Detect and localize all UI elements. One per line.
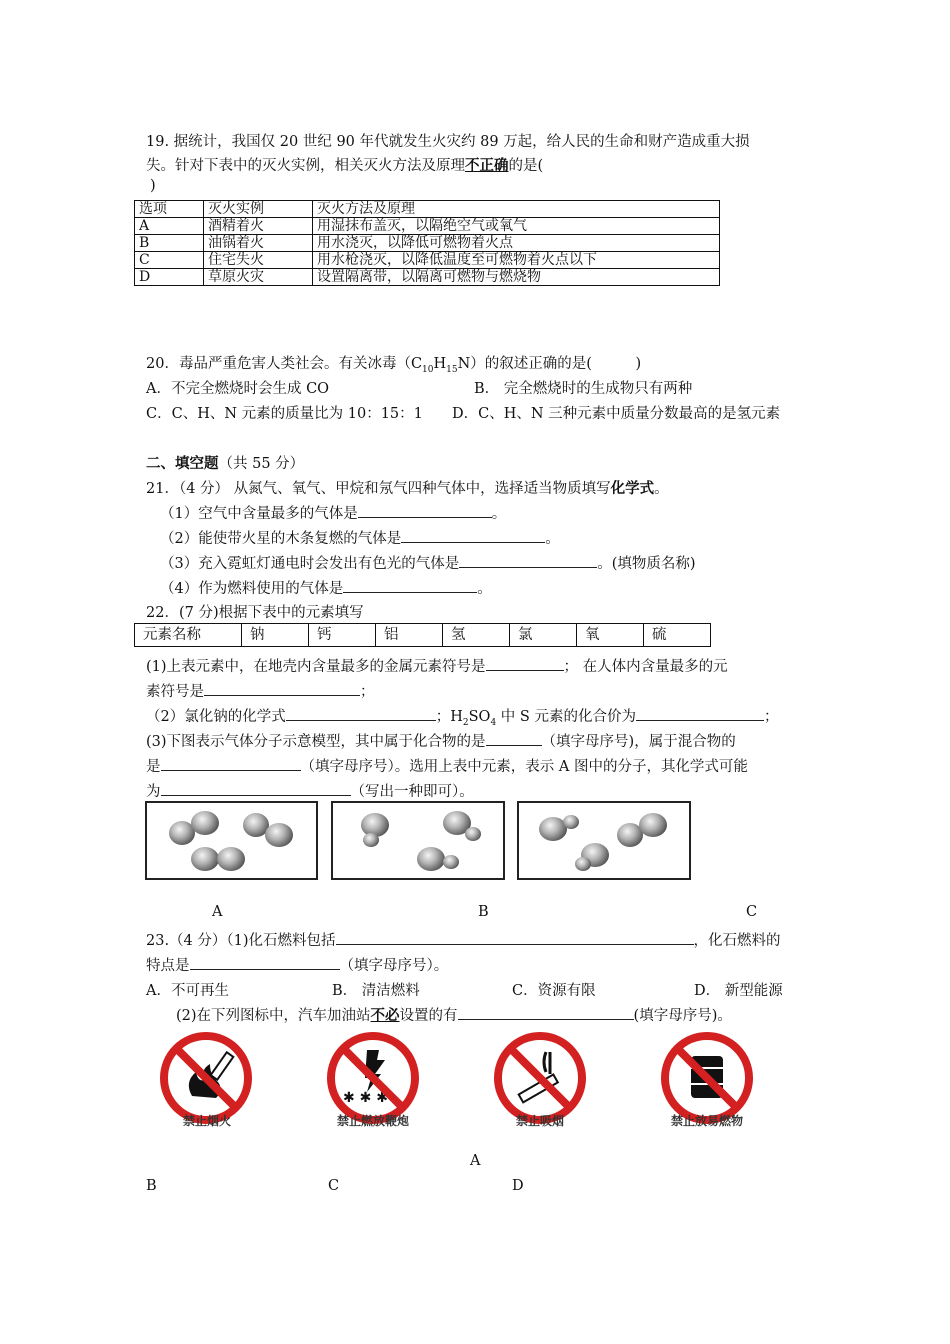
q21-item-text: （2）能使带火星的木条复燃的气体是 [160,531,402,547]
q23-option-a: A．不可再生 [146,983,229,999]
table-cell: A [135,218,204,235]
q23-option-b: B． 清洁燃料 [332,983,420,999]
answer-blank[interactable] [458,1005,634,1020]
q22-text: 为 [146,784,161,800]
atom [363,833,379,847]
atom [191,811,219,835]
q20-stem-post: N）的叙述正确的是( ) [457,356,642,372]
table-cell: 住宅失火 [204,252,313,269]
table-row [135,269,720,286]
table-cell: 氧 [577,624,644,647]
atom [217,847,245,871]
q22-subscript: 2 [462,717,469,728]
answer-blank[interactable] [636,706,764,721]
table-row [135,624,711,647]
table-header: 选项 [135,201,204,218]
q23-option-d: D． 新型能源 [694,983,783,999]
sign-letter-c: C [328,1178,340,1194]
q22-part2 [146,705,778,728]
q23-text: （填字母序号）。 [339,958,449,974]
answer-blank[interactable] [161,781,351,796]
q22-part3-cont2 [146,780,474,801]
q23-part1 [146,929,781,950]
q22-text: （2）氯化钠的化学式 [146,709,286,725]
q21-item-end: 。(填物质名称) [597,556,696,572]
q22-text: SO [468,709,491,725]
sign-letter-d: D [512,1178,524,1194]
q22-subscript: 4 [490,717,497,728]
q20-option-c: C．C、H、N 元素的质量比为 10：15：1 [146,406,423,422]
section-heading [146,452,304,473]
q19-line3: ) [150,178,156,194]
table-cell: C [135,252,204,269]
svg-text:✱ ✱ ✱: ✱ ✱ ✱ [343,1090,388,1106]
q22-text: ； [763,709,779,725]
q23-text: 设置的有 [399,1008,458,1024]
atom [575,857,591,871]
sign-letter-b: B [146,1178,157,1194]
q23-text: 23.（4 分）（1)化石燃料包括 [146,933,336,949]
fire-table [134,200,720,286]
q22-text: （填字母序号）。选用上表中元素，表示 A 图中的分子，其化学式可能 [300,759,748,775]
q21-item [160,527,560,548]
table-cell: 设置隔离带，以隔离可燃物与燃烧物 [313,269,720,286]
table-cell: 硫 [644,624,711,647]
q21-item-end: 。 [545,531,560,547]
q21-item [160,577,492,598]
q20-stem-h: H [433,356,447,372]
sign-letter-a: A [470,1153,481,1169]
table-cell: B [135,235,204,252]
q23-text: (2)在下列图标中，汽车加油站 [176,1008,371,1024]
atom [443,855,459,869]
q19-line2 [146,154,543,175]
q20-stem [146,352,641,375]
table-cell: 用湿抹布盖灭，以隔绝空气或氧气 [313,218,720,235]
answer-blank[interactable] [190,955,340,970]
q20-subscript: 15 [446,364,458,375]
sign-label: 禁止放易燃物 [670,1114,743,1128]
q23-option-c: C．资源有限 [512,983,596,999]
q23-part1-cont [146,954,448,975]
table-cell: D [135,269,204,286]
answer-blank[interactable] [286,706,436,721]
table-row [135,218,720,235]
atom [465,827,481,841]
q23-text: 特点是 [146,958,190,974]
table-cell: 油锅着火 [204,235,313,252]
table-header: 灭火方法及原理 [313,201,720,218]
q20-option-b: B． 完全燃烧时的生成物只有两种 [474,381,693,397]
table-header-row [135,201,720,218]
q22-text: 是 [146,759,161,775]
q22-stem: 22．(7 分)根据下表中的元素填写 [146,605,364,621]
model-label-c: C [746,904,758,920]
q21-item-text: （4）作为燃料使用的气体是 [160,581,344,597]
q23-part2 [176,1004,732,1025]
table-cell: 用水枪浇灭，以降低温度至可燃物着火点以下 [313,252,720,269]
q22-text: （写出一种即可）。 [350,784,474,800]
q19-line2-post: 的是( [508,158,544,174]
atom [265,823,293,847]
q20-subscript: 10 [422,364,434,375]
q22-text: （填字母序号)，属于混合物的 [541,734,736,750]
atom [563,815,579,829]
model-label-a: A [212,904,223,920]
table-cell: 氢 [443,624,510,647]
q19-line1: 19. 据统计，我国仅 20 世纪 90 年代就发生火灾约 89 万起，给人民的生命和财产造成重大损 [146,134,750,150]
table-row [135,235,720,252]
q22-text: (3)下图表示气体分子示意模型，其中属于化合物的是 [146,734,486,750]
answer-blank[interactable] [336,930,694,945]
answer-blank[interactable] [161,756,301,771]
q23-text: (填字母序号)。 [633,1008,732,1024]
q22-text: 中 S 元素的化合价为 [496,709,636,725]
answer-blank[interactable] [358,503,492,518]
q22-part1-cont [146,680,375,701]
table-cell: 氯 [510,624,577,647]
sign-label: 禁止吸烟 [515,1114,564,1128]
q23-emphasis: 不必 [370,1007,400,1024]
table-cell: 用水浇灭，以降低可燃物着火点 [313,235,720,252]
q21-emphasis: 化学式 [610,480,655,497]
q21-stem [146,477,669,498]
q21-item-end: 。 [491,506,507,522]
answer-blank[interactable] [486,731,542,746]
q22-part1 [146,655,728,676]
table-row [135,252,720,269]
answer-blank[interactable] [343,578,477,593]
model-label-b: B [478,904,489,920]
table-cell: 钙 [309,624,376,647]
table-cell: 铝 [376,624,443,647]
q21-stem-post: 。 [654,481,669,497]
table-cell: 草原火灾 [204,269,313,286]
q22-part3-cont [146,755,748,776]
table-cell: 钠 [242,624,309,647]
sign-label: 禁止燃放鞭炮 [336,1114,409,1128]
q22-text: ； [360,684,375,700]
table-header: 灭火实例 [204,201,313,218]
molecule-model-c [517,801,691,880]
section-score: （共 55 分） [218,456,305,472]
molecule-model-a [145,801,318,880]
answer-blank[interactable] [204,681,360,696]
table-cell: 酒精着火 [204,218,313,235]
table-cell: 元素名称 [135,624,242,647]
sign-label: 禁止烟火 [182,1114,231,1128]
q21-item-text: （1）空气中含量最多的气体是 [160,506,358,522]
q22-part3 [146,730,736,751]
q20-option-a: A．不完全燃烧时会生成 CO [146,381,330,397]
atom [191,847,219,871]
q21-item [160,502,506,523]
q19-emphasis: 不正确 [465,157,509,174]
answer-blank[interactable] [486,656,564,671]
answer-blank[interactable] [401,528,545,543]
q22-text: ；H [435,709,463,725]
element-table [134,623,711,647]
section-title: 二、填空题 [146,455,219,472]
answer-blank[interactable] [459,553,597,568]
q19-line2-pre: 失。针对下表中的灭火实例，相关灭火方法及原理 [146,158,465,174]
q23-text: ，化石燃料的 [693,933,781,949]
q22-text: 素符号是 [146,684,204,700]
q22-text: ； 在人体内含量最多的元 [563,659,728,675]
q21-stem-pre: 21．（4 分） 从氮气、氧气、甲烷和氖气四种气体中，选择适当物质填写 [146,481,611,497]
q22-text: (1)上表元素中，在地壳内含量最多的金属元素符号是 [146,659,486,675]
q20-option-d: D．C、H、N 三种元素中质量分数最高的是氢元素 [452,406,781,422]
molecule-model-b [331,801,505,880]
atom [639,813,667,837]
q21-item-text: （3）充入霓虹灯通电时会发出有色光的气体是 [160,556,460,572]
q21-item [160,552,696,573]
q20-stem-pre: 20．毒品严重危害人类社会。有关冰毒（C [146,356,423,372]
atom [417,847,445,871]
q21-item-end: 。 [477,581,492,597]
